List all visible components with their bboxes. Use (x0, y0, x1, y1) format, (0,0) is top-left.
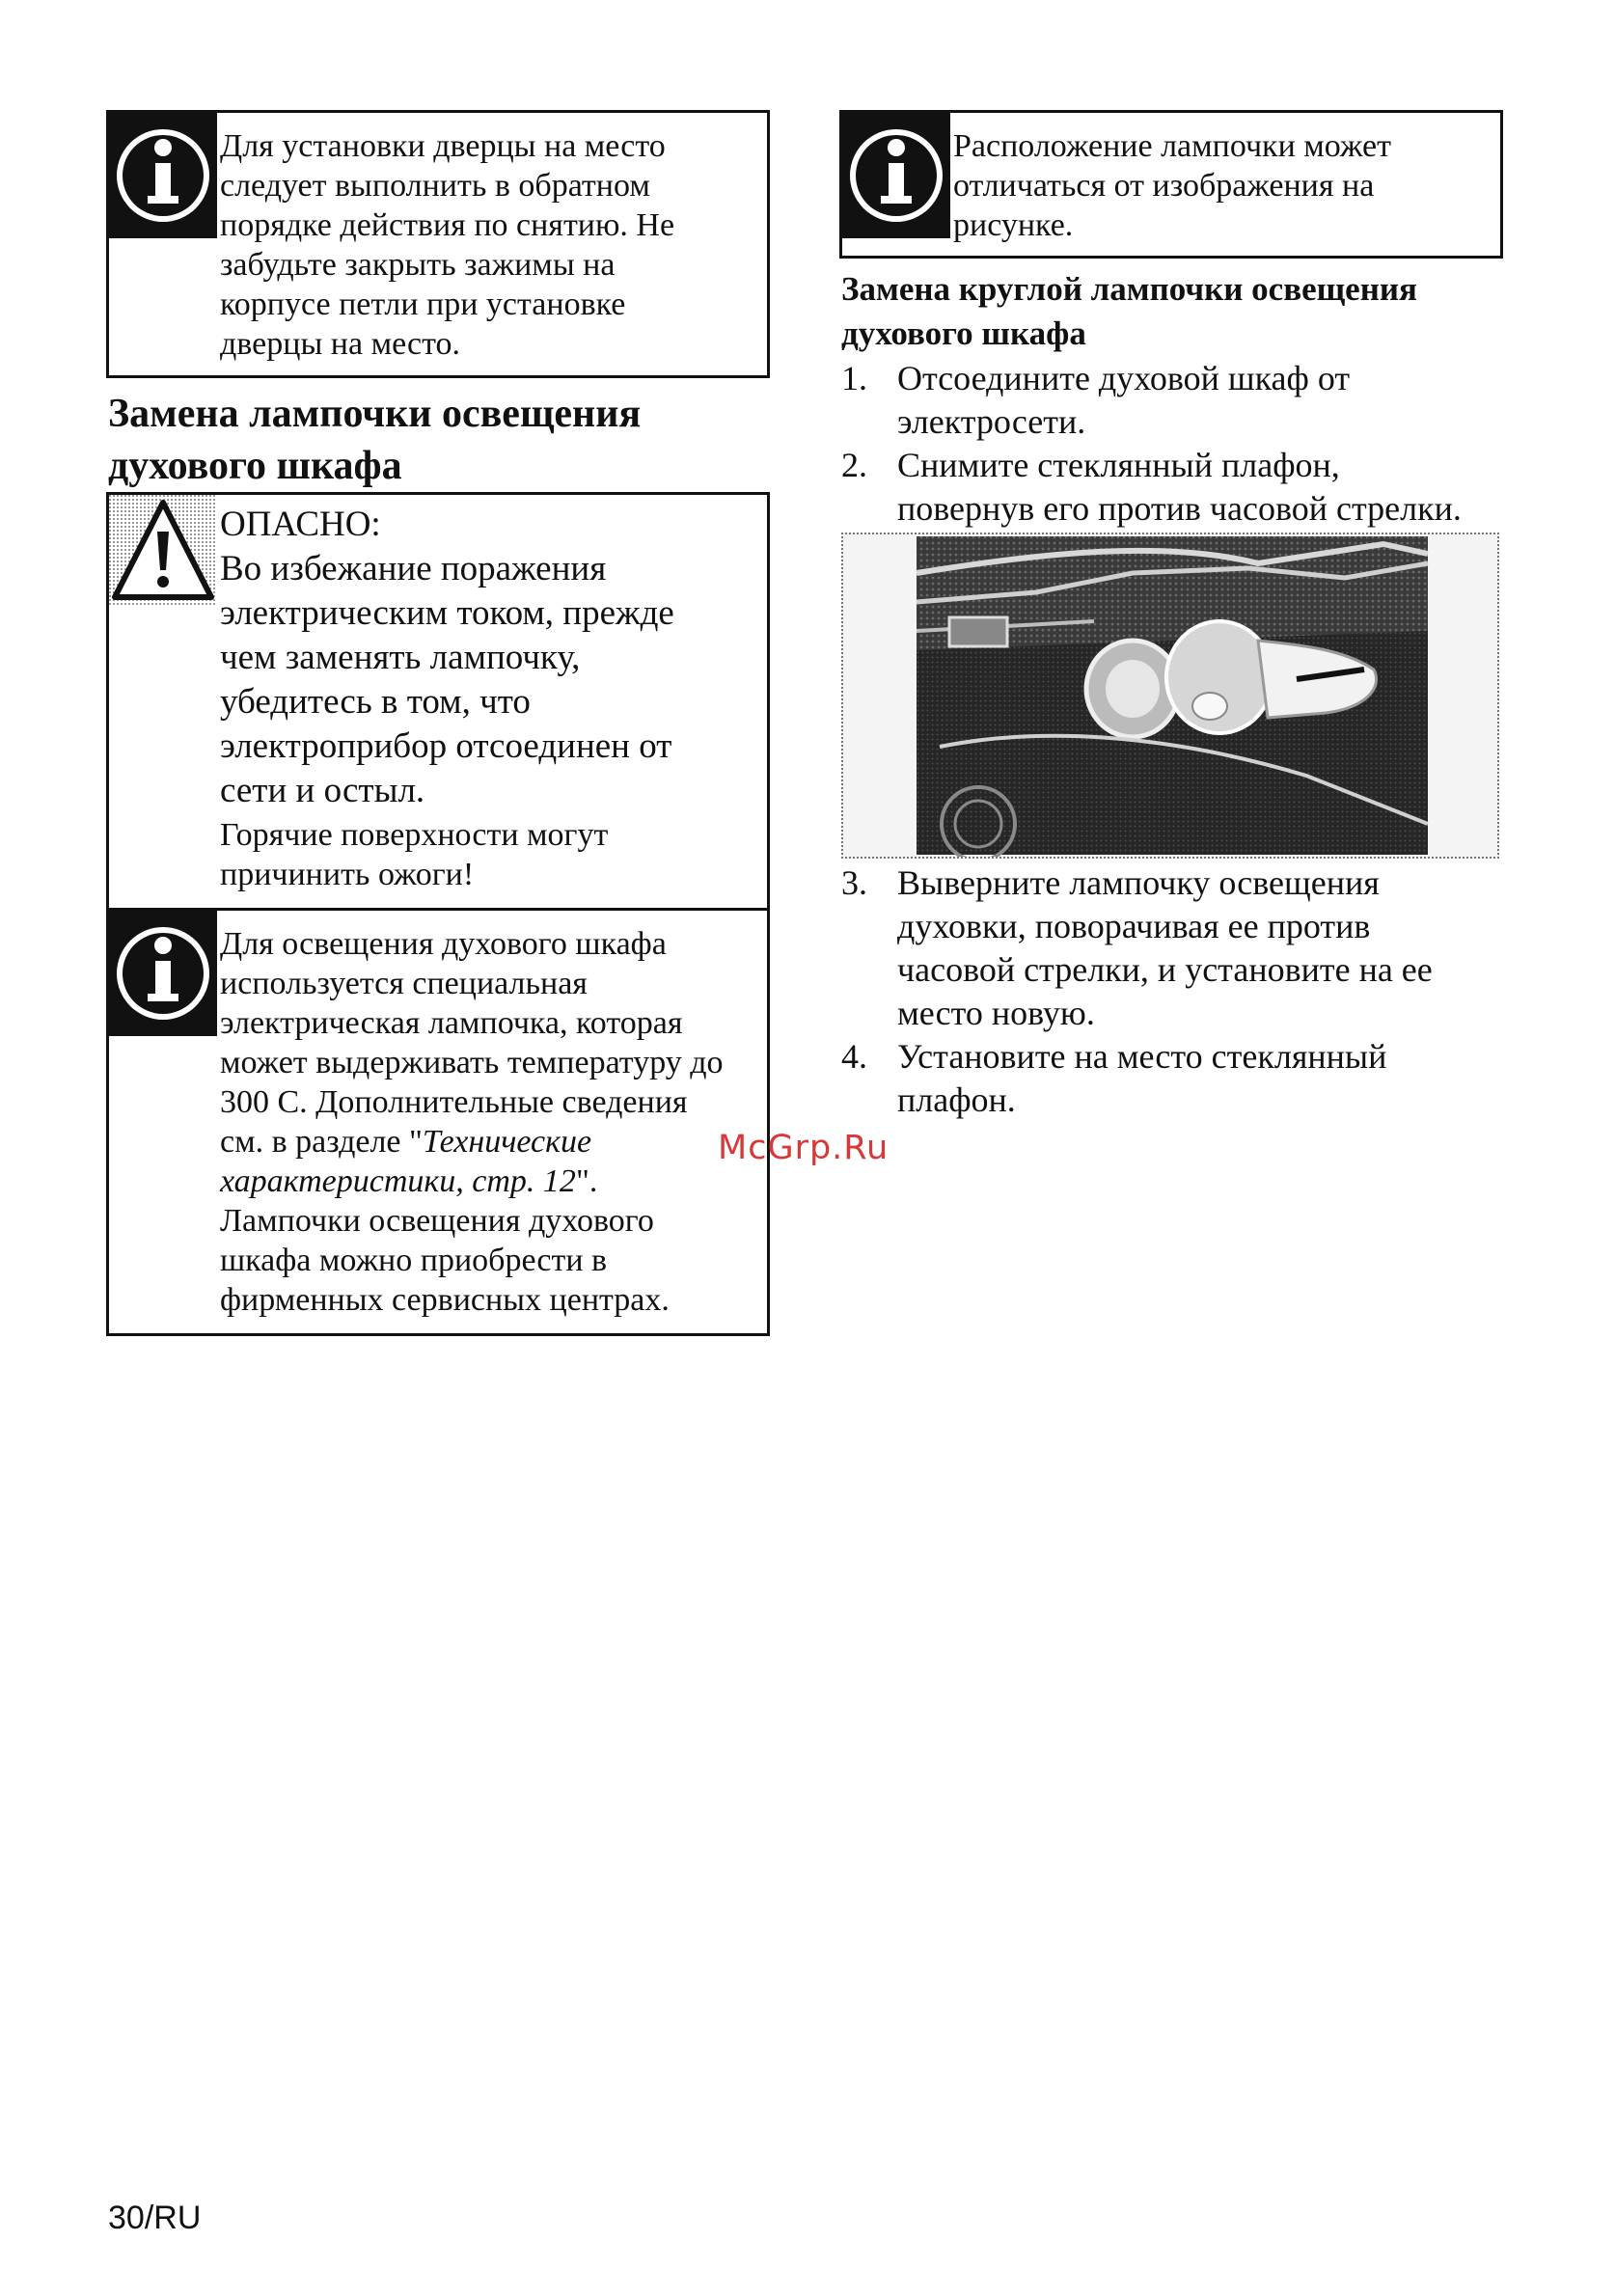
subsection-heading: Замена круглой лампочки освещения духового шкафа (841, 270, 1417, 352)
info-icon (109, 113, 217, 243)
list-item: 2. Снимите стеклянный плафон, повернув его против часовой стрелки. (841, 446, 1462, 528)
warning-triangle-icon (109, 495, 217, 612)
list-item: 4. Установите на место стеклянный плафон. (841, 1037, 1387, 1119)
steps-list-b (841, 861, 1536, 1122)
steps-list-a (841, 357, 1536, 531)
info-note-text: Для освещения духового шкафа используется специальная электрическая лампочка, которая может выдерживать температуру до 300 С. Дополнительные сведения см. в разделе "Технические характеристики, стр. 12". Лампочки освещения духового шкафа можно приобрести в фирменных сервисных центрах. (220, 926, 724, 1318)
info-note-lamp (106, 908, 770, 1336)
danger-text: ОПАСНО: Во избежание поражения электрическим током, прежде чем заменять лампочку, убедитесь в том, что электроприбор отсоединен от сети и остыл. Горячие поверхности могут причинить ожоги! (220, 503, 761, 894)
info-note-text: Для установки дверцы на место следует выполнить в обратном порядке действия по снятию. Не забудьте закрыть зажимы на корпусе петли при установке дверцы на место. (220, 128, 675, 362)
danger-warning-box (106, 492, 770, 911)
section-heading: Замена лампочки освещения духового шкафа (108, 392, 642, 488)
watermark: McGrp.Ru (718, 1129, 890, 1167)
info-note-position (839, 110, 1503, 259)
oven-lamp-illustration (843, 534, 1497, 857)
info-icon (842, 113, 950, 243)
lamp-replacement-figure (841, 533, 1499, 859)
info-note-door (106, 110, 770, 378)
list-item: 1. Отсоедините духовой шкаф от электросети. (841, 359, 1351, 441)
danger-label: ОПАСНО: (220, 505, 381, 544)
list-item: 3. Выверните лампочку освещения духовки, поворачивая ее против часовой стрелки, и установите на ее место новую. (841, 863, 1433, 1032)
info-icon (109, 911, 217, 1041)
page-number: 30/RU (108, 2200, 202, 2236)
info-note-text: Расположение лампочки может отличаться от изображения на рисунке. (953, 128, 1391, 243)
